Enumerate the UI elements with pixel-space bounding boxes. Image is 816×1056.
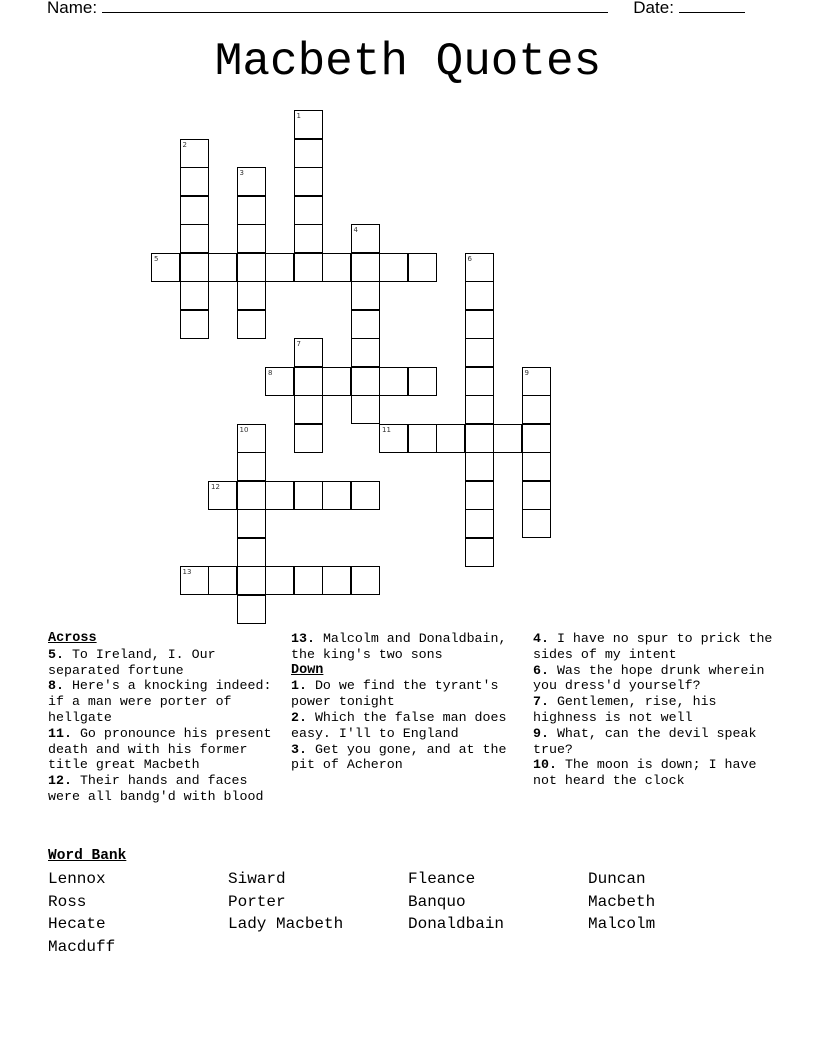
crossword-cell[interactable] [294,196,323,225]
crossword-cell[interactable] [522,395,551,424]
clue-across-11: 11. Go pronounce his present death and with his former title great Macbeth [48,725,272,773]
date-label: Date: [633,0,674,17]
clue-number: 9 [524,368,529,377]
crossword-cell[interactable] [379,253,408,282]
crossword-cell[interactable] [465,253,494,282]
crossword-cell[interactable] [237,538,266,567]
crossword-cell[interactable] [294,367,323,396]
crossword-cell[interactable] [322,253,351,282]
word-bank-word: Macduff [48,938,116,956]
crossword-cell[interactable] [351,281,380,310]
crossword-cell[interactable] [237,281,266,310]
crossword-cell[interactable] [351,395,380,424]
clue-number: 10 [239,425,249,434]
clue-number: 8 [268,368,273,377]
word-bank-word: Donaldbain [408,915,505,933]
crossword-cell[interactable] [237,310,266,339]
clue-number: 3 [239,169,244,177]
crossword-cell[interactable] [180,196,209,225]
word-bank-word: Hecate [48,915,106,933]
clue-number: 13 [182,568,192,576]
crossword-cell[interactable] [351,338,380,367]
crossword-cell[interactable] [237,196,266,225]
crossword-cell[interactable] [522,481,551,510]
crossword-cell[interactable] [465,424,494,453]
crossword-cell[interactable] [322,481,351,510]
word-bank-word: Lennox [48,870,106,888]
crossword-cell[interactable] [294,224,323,253]
clue-across-13: 13. Malcolm and Donaldbain, the king's two sons [291,631,507,662]
crossword-cell[interactable] [237,452,266,481]
date-field[interactable] [679,0,745,13]
crossword-cell[interactable] [294,139,323,168]
across-heading: Across [48,631,97,646]
clue-number: 5 [154,254,159,263]
name-field[interactable] [102,0,608,13]
crossword-cell[interactable] [465,538,494,567]
crossword-cell[interactable] [351,566,380,595]
clue-across-8: 8. Here's a knocking indeed: if a man were porter of hellgate [48,678,272,725]
crossword-cell[interactable] [180,281,209,310]
clue-across-12: 12. Their hands and faces were all bandg'd with blood [48,773,264,804]
crossword-cell[interactable] [522,452,551,481]
crossword-cell[interactable] [208,566,237,595]
word-bank-word: Porter [228,893,286,911]
clue-down-10: 10. The moon is down; I have not heard the clock [533,757,757,789]
word-bank-title: Word Bank [48,848,127,864]
crossword-cell[interactable] [180,139,209,168]
clue-number: 6 [467,254,472,263]
clue-number: 4 [353,226,358,234]
word-bank-word: Ross [48,893,87,911]
header [47,0,745,18]
down-heading: Down [291,662,324,678]
crossword-cell[interactable] [379,424,408,453]
crossword-cell[interactable] [265,367,294,396]
word-bank-word: Duncan [588,870,646,888]
crossword-cell[interactable] [408,367,437,396]
crossword-cell[interactable] [208,481,237,510]
crossword-cell[interactable] [493,424,522,453]
crossword-cell[interactable] [294,481,323,510]
word-bank-word: Macbeth [588,893,656,911]
clue-down-6: 6. Was the hope drunk wherein you dress'd yourself? [533,662,765,694]
clue-number: 1 [296,112,301,120]
crossword-cell[interactable] [465,338,494,367]
crossword-cell[interactable] [180,566,209,595]
clue-number: 2 [182,140,187,149]
crossword-cell[interactable] [294,395,323,424]
crossword-cell[interactable] [351,367,380,396]
crossword-cell[interactable] [294,253,323,282]
page-title: Macbeth Quotes [214,36,602,88]
word-bank-word: Siward [228,870,286,888]
crossword-cell[interactable] [294,167,323,196]
crossword-cell[interactable] [265,566,294,595]
crossword-cell[interactable] [180,224,209,253]
crossword-cell[interactable] [180,167,209,196]
crossword-cell[interactable] [351,481,380,510]
crossword-cell[interactable] [522,424,551,453]
crossword-cell[interactable] [237,424,266,453]
word-bank-word: Lady Macbeth [228,915,344,933]
clues-column-1 [48,631,284,805]
crossword-cell[interactable] [522,367,551,396]
crossword-cell[interactable] [237,481,266,510]
crossword-cell[interactable] [408,424,437,453]
word-bank-word: Malcolm [588,915,656,933]
crossword-cell[interactable] [265,481,294,510]
crossword-cell[interactable] [180,253,209,282]
crossword-cell[interactable] [294,424,323,453]
crossword-cell[interactable] [465,367,494,396]
crossword-cell[interactable] [237,253,266,282]
crossword-cell[interactable] [465,310,494,339]
clue-number: 12 [211,482,220,491]
crossword-cell[interactable] [294,566,323,595]
clues-column-3 [533,631,773,789]
word-bank-word: Banquo [408,893,466,911]
clue-down-9: 9. What, can the devil speak true? [533,725,757,757]
crossword-cell[interactable] [151,253,180,282]
clue-down-3: 3. Get you gone, and at the pit of Acheron [291,741,507,773]
crossword-cell[interactable] [465,281,494,310]
clue-down-1: 1. Do we find the tyrant's power tonight [291,678,499,710]
clue-down-2: 2. Which the false man does easy. I'll to England [291,709,507,741]
crossword-cell[interactable] [351,224,380,253]
clue-number: 7 [296,340,301,348]
crossword-cell[interactable] [322,566,351,595]
clue-across-5: 5. To Ireland, I. Our separated fortune [48,646,216,678]
crossword-cell[interactable] [465,395,494,424]
clue-down-4: 4. I have no spur to prick the sides of my intent [533,631,773,662]
crossword-cell[interactable] [465,509,494,538]
crossword-cell[interactable] [237,595,266,624]
crossword-cell[interactable] [237,224,266,253]
crossword-cell[interactable] [436,424,465,453]
word-bank-word: Fleance [408,870,476,888]
crossword-cell[interactable] [237,566,266,595]
clues-column-2 [291,631,521,773]
crossword-cell[interactable] [408,253,437,282]
crossword-cell[interactable] [465,452,494,481]
crossword-cell[interactable] [237,509,266,538]
crossword-cell[interactable] [265,253,294,282]
name-label: Name: [47,0,98,17]
crossword-cell[interactable] [294,338,323,367]
crossword-cell[interactable] [322,367,351,396]
clue-number: 11 [382,425,391,434]
crossword-cell[interactable] [465,481,494,510]
crossword-cell[interactable] [379,367,408,396]
crossword-cell[interactable] [208,253,237,282]
crossword-cell[interactable] [351,310,380,339]
crossword-cell[interactable] [237,167,266,196]
crossword-cell[interactable] [522,509,551,538]
crossword-cell[interactable] [180,310,209,339]
clue-down-7: 7. Gentlemen, rise, his highness is not well [533,694,717,725]
crossword-cell[interactable] [294,110,323,139]
crossword-cell[interactable] [351,253,380,282]
